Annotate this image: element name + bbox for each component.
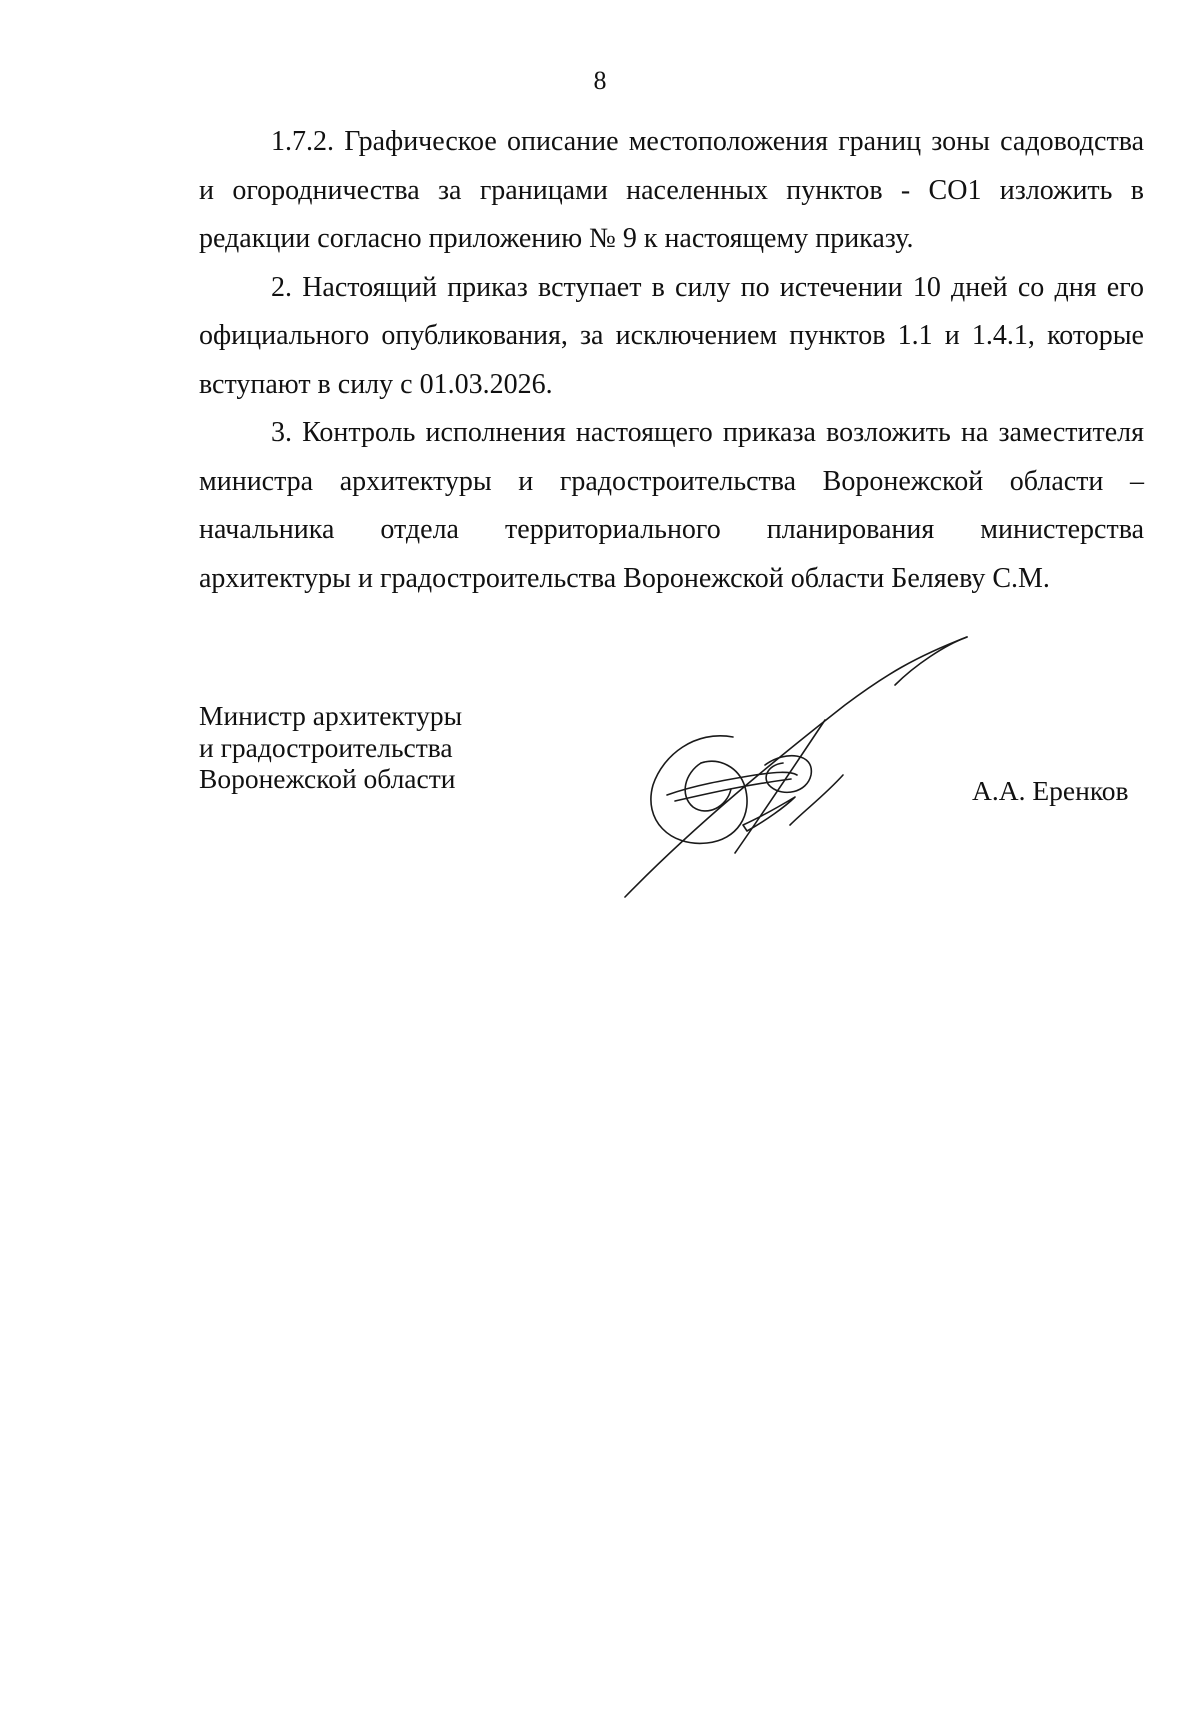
signer-name: А.А. Еренков bbox=[972, 775, 1129, 806]
signatory-position-line: Министр архитектуры bbox=[199, 700, 463, 731]
paragraph-1-7-2: 1.7.2. Графическое описание местоположения границ зоны садоводства и огородничества за границами населенных пунктов - СО1 изложить в редакции согласно приложению № 9 к настоящему приказу. bbox=[199, 126, 1144, 254]
paragraph-3: 3. Контроль исполнения настоящего приказа возложить на заместителя министра архитектуры и градостроительства Воронежской области – начальника отдела территориального планирования министерства архитектуры и градостроительства Воронежской области Беляеву С.М. bbox=[199, 417, 1144, 594]
paragraph-2: 2. Настоящий приказ вступает в силу по истечении 10 дней со дня его официального опубликования, за исключением пунктов 1.1 и 1.4.1, которые вступают в силу с 01.03.2026. bbox=[199, 271, 1144, 400]
signatory-position-line: Воронежской области bbox=[199, 763, 456, 794]
signatory-position-line: и градостроительства bbox=[199, 731, 453, 763]
document-body bbox=[199, 118, 1144, 603]
signatory-position bbox=[199, 700, 462, 795]
handwritten-signature bbox=[615, 625, 970, 900]
page-number: 8 bbox=[593, 66, 607, 95]
